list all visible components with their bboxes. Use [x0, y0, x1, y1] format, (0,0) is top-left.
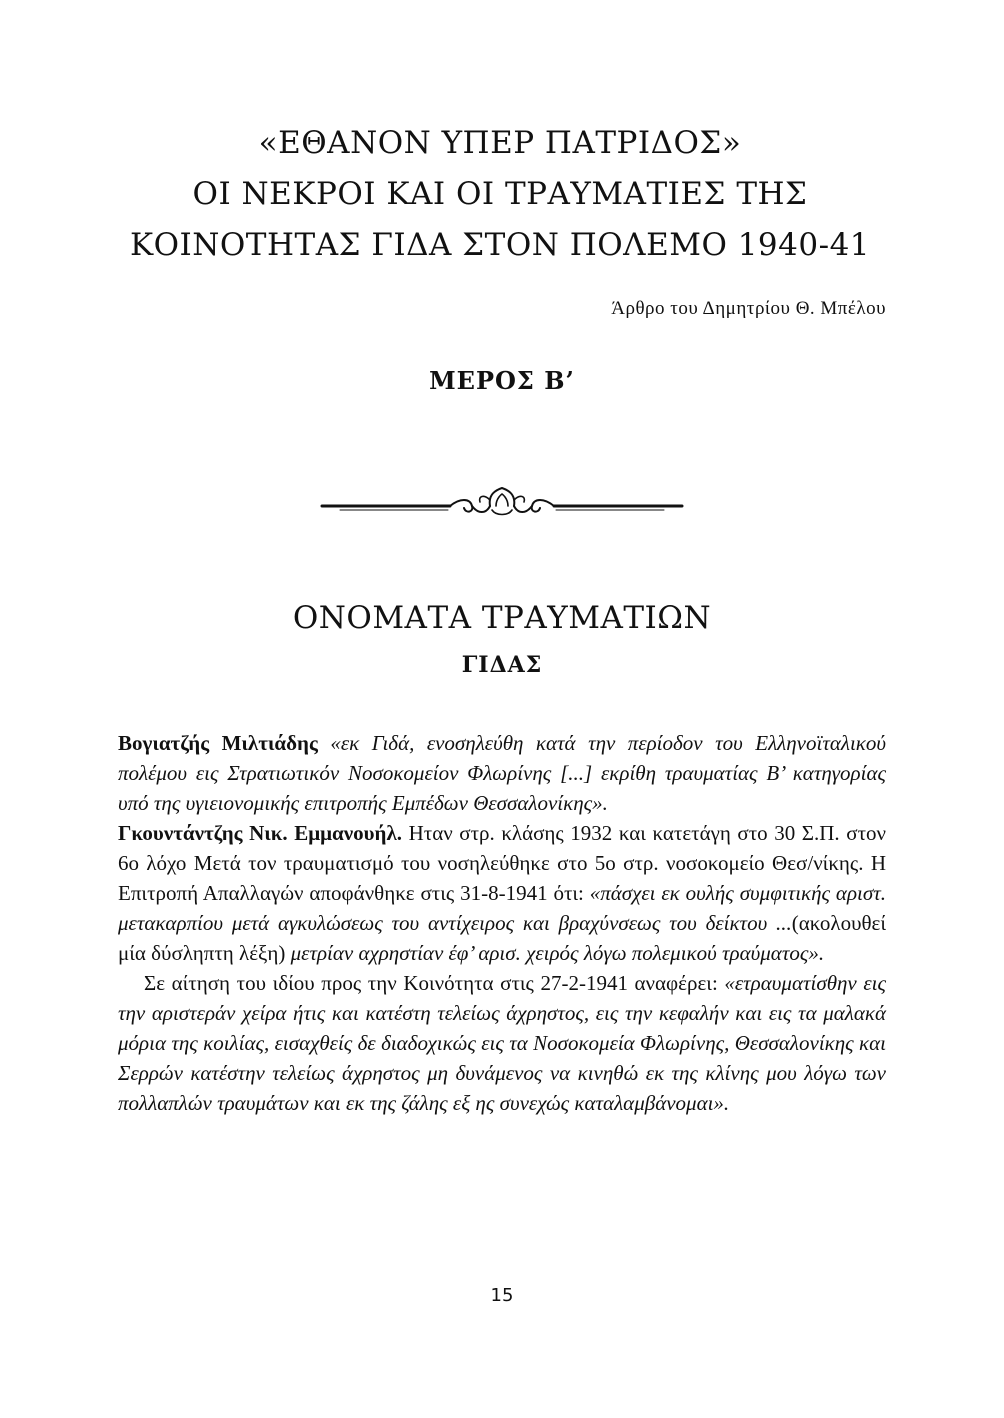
entry-quote: «εκ Γιδά, ενοσηλεύθη κατά την περίοδον του Ελληνοϊταλικού πολέμου εις Στρατιωτικόν Νοσοκομείον Φλωρίνης [...] εκρίθη τραυματίας Β’ κατηγορίας υπό της υγιειονομικής επιτροπής Εμπέδων Θεσσαλονίκης». — [118, 731, 887, 815]
author-byline: Άρθρο του Δημητρίου Θ. Μπέλου — [611, 298, 886, 319]
entry-text: Ηταν στρ. κλάσης 1932 και κατετάγη στο 30 Σ.Π. στον 6ο λόχο Μετά τον τραυματισμό του νοσηλεύθηκε στο 5ο στρ. νοσοκομείο Θεσ/νίκης. Η Επιτροπή Απαλλαγών αποφάνθηκε στις 31-8-1941 ότι: — [118, 821, 886, 905]
entry-note: (ακολουθεί μία δύσληπτη λέξη) — [118, 911, 886, 965]
article-title — [100, 118, 900, 271]
entry-name: Βογιατζής Μιλτιάδης — [118, 731, 318, 755]
entry-paragraph-2 — [118, 818, 886, 968]
entry-paragraph-1 — [118, 728, 886, 818]
entry-quote-continued: μετρίαν αχρηστίαν έφ’ αρισ. χειρός λόγω πολεμικού τραύματος». — [285, 941, 825, 965]
entry-name: Γκουντάντζης Νικ. Εμμανουήλ. — [118, 821, 403, 845]
title-line-3: ΚΟΙΝΟΤΗΤΑΣ ΓΙΔΑ ΣΤΟΝ ΠΟΛΕΜΟ 1940-41 — [129, 227, 871, 263]
paragraph-quote: «ετραυματίσθην εις την αριστεράν χείρα ήτις και κατέστη τελείως άχρηστος, εις την κεφαλήν και εις τα μαλακά μόρια της κοιλίας, εισαχθείς δε διαδοχικώς εις τα Νοσοκομεία Φλωρίνης, Θεσσαλονίκης και Σερρών κατέστην τελείως άχρηστος μη δυνάμενος να κινηθώ εκ της κλίνης μου λόγω των πολλαπλών τραυμάτων και εκ της ζάλης εξ ης συνεχώς καταλαμβάνομαι». — [118, 971, 886, 1115]
section-subtitle: ΓΙΔΑΣ — [461, 652, 543, 678]
page-number: 15 — [490, 1285, 514, 1306]
body-paragraph — [118, 968, 886, 1118]
paragraph-text: Σε αίτηση του ιδίου προς την Κοινότητα στις 27-2-1941 αναφέρει: — [144, 971, 725, 995]
entry-quote: «πάσχει εκ ουλής συμφιτικής αριστ. μετακαρπίου μετά αγκυλώσεως του αντίχειρος και βραχύνσεως του δείκτου ... — [118, 881, 886, 935]
article-body — [118, 728, 886, 1118]
title-line-2: ΟΙ ΝΕΚΡΟΙ ΚΑΙ ΟΙ ΤΡΑΥΜΑΤΙΕΣ ΤΗΣ — [192, 176, 808, 212]
decorative-divider-icon — [320, 484, 684, 524]
section-title: ΟΝΟΜΑΤΑ ΤΡΑΥΜΑΤΙΩΝ — [292, 600, 712, 636]
part-heading: ΜΕΡΟΣ Β’ — [429, 366, 575, 395]
title-line-1: «ΕΘΑΝΟΝ ΥΠΕΡ ΠΑΤΡΙΔΟΣ» — [258, 125, 742, 161]
